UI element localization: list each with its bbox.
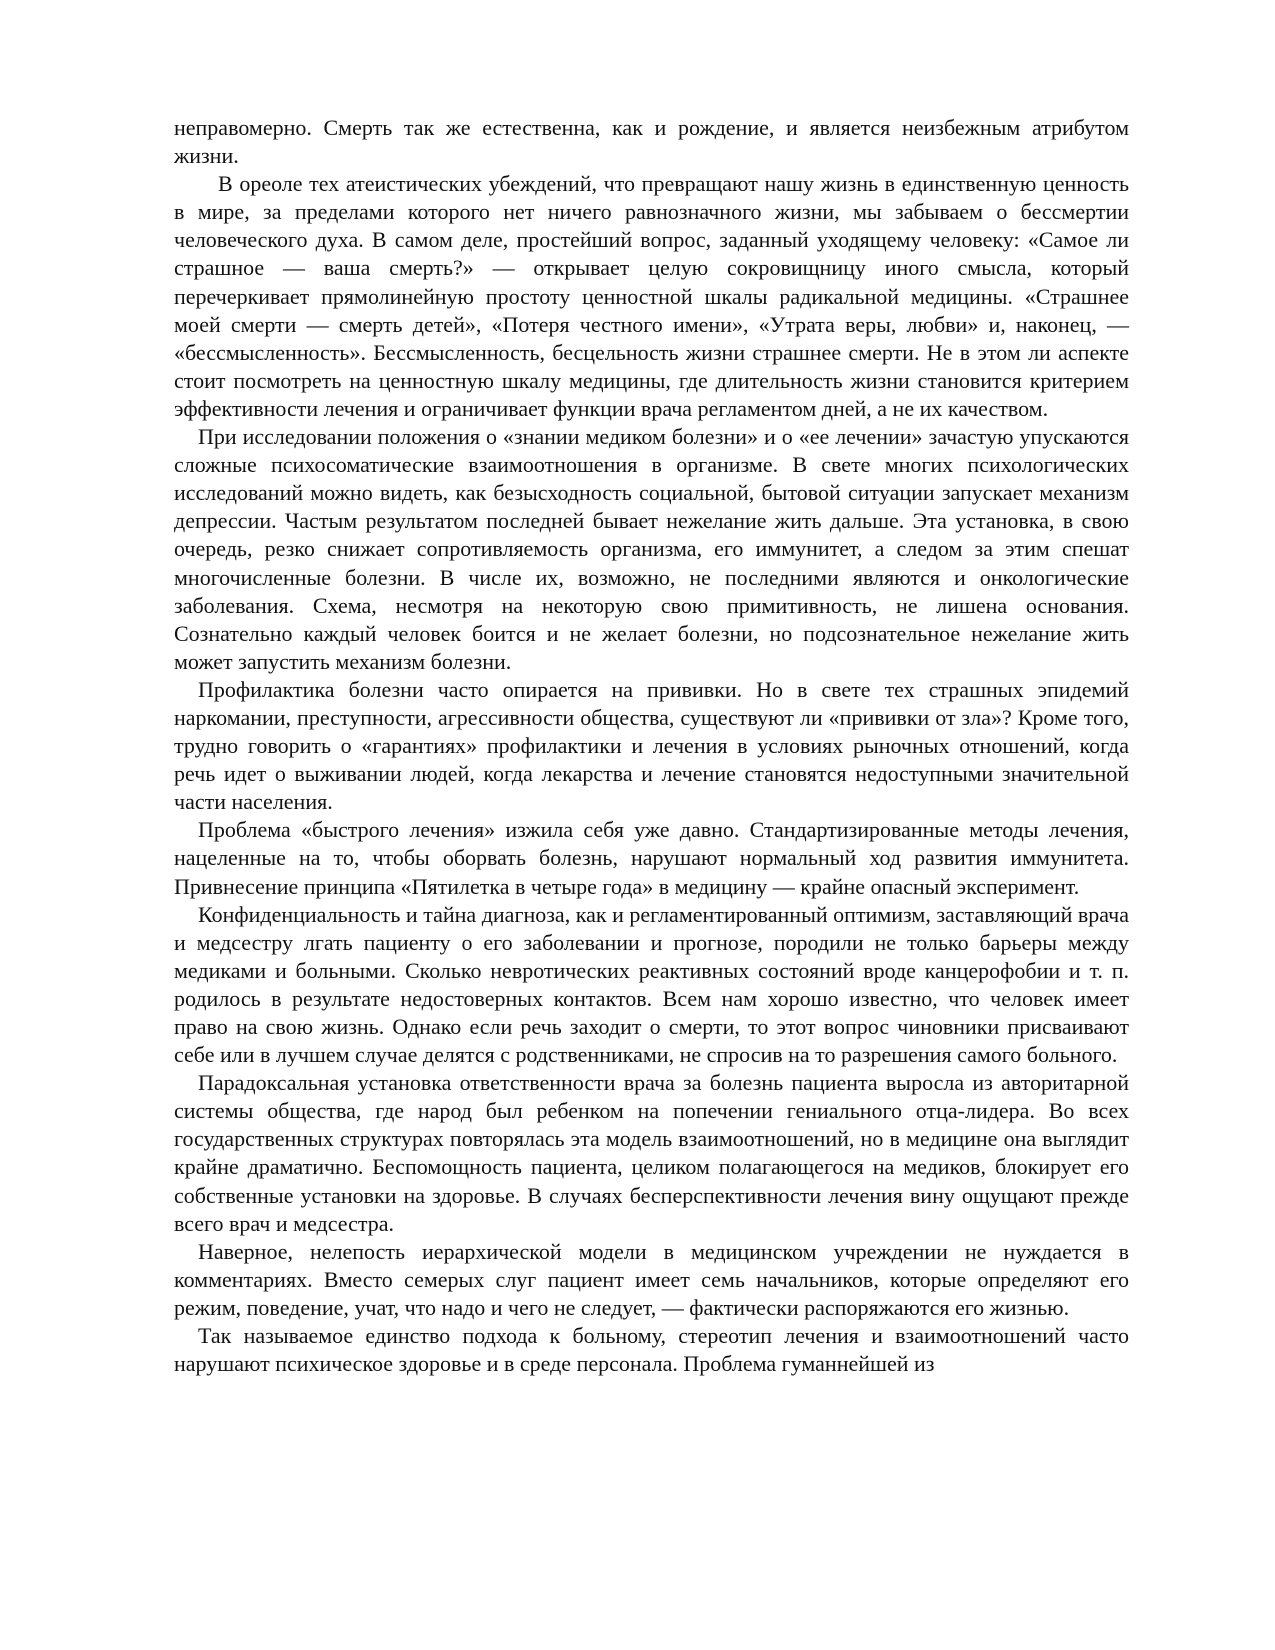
paragraph-continuation: неправомерно. Смерть так же естественна, как и рождение, и является неизбежным атрибутом жизни.: [174, 115, 1129, 169]
document-page: [174, 114, 1129, 1378]
paragraph-prophylaxis: Профилактика болезни часто опирается на прививки. Но в свете тех страшных эпидемий наркомании, преступности, агрессивности общества, существуют ли «прививки от зла»? Кроме того, трудно говорить о «гарантиях» профилактики и лечения в условиях рыночных отношений, когда речь идет о выживании людей, когда лекарства и лечение становятся недоступными значительной части населения.: [174, 676, 1129, 815]
paragraph-hierarchy: Наверное, нелепость иерархической модели в медицинском учреждении не нуждается в комментариях. Вместо семерых слуг пациент имеет семь начальников, которые определяют его режим, поведение, учат, что надо и чего не следует, — фактически распоряжаются его жизнью.: [174, 1238, 1129, 1320]
paragraph-atheistic-beliefs: В ореоле тех атеистических убеждений, что превращают нашу жизнь в единственную ценность в мире, за пределами которого нет ничего равнозначного жизни, мы забываем о бессмертии человеческого духа. В самом деле, простейший вопрос, заданный уходящему человеку: «Самое ли страшное — ваша смерть?» — открывает целую сокровищницу иного смысла, который перечеркивает прямолинейную простоту ценностной шкалы радикальной медицины. «Страшнее моей смерти — смерть детей», «Потеря честного имени», «Утрата веры, любви» и, наконец, — «бессмысленность». Бессмысленность, бесцельность жизни страшнее смерти. Не в этом ли аспекте стоит посмотреть на ценностную шкалу медицины, где длительность жизни становится критерием эффективности лечения и ограничивает функции врача регламентом дней, а не их качеством.: [174, 171, 1129, 421]
paragraph-fast-treatment: Проблема «быстрого лечения» изжила себя уже давно. Стандартизированные методы лечения, нацеленные на то, чтобы оборвать болезнь, нарушают нормальный ход развития иммунитета. Привнесение принципа «Пятилетка в четыре года» в медицину — крайне опасный эксперимент.: [174, 817, 1129, 899]
paragraph-psychosomatic: При исследовании положения о «знании медиком болезни» и о «ее лечении» зачастую упускаются сложные психосоматические взаимоотношения в организме. В свете многих психологических исследований можно видеть, как безысходность социальной, бытовой ситуации запускает механизм депрессии. Частым результатом последней бывает нежелание жить дальше. Эта установка, в свою очередь, резко снижает сопротивляемость организма, его иммунитет, а следом за этим спешат многочисленные болезни. В числе их, возможно, не последними являются и онкологические заболевания. Схема, несмотря на некоторую свою примитивность, не лишена основания. Сознательно каждый человек боится и не желает болезни, но подсознательное нежелание жить может запустить механизм болезни.: [174, 424, 1129, 674]
paragraph-responsibility: Парадоксальная установка ответственности врача за болезнь пациента выросла из авторитарной системы общества, где народ был ребенком на попечении гениального отца-лидера. Во всех государственных структурах повторялась эта модель взаимоотношений, но в медицине она выглядит крайне драматично. Беспомощность пациента, целиком полагающегося на медиков, блокирует его собственные установки на здоровье. В случаях бесперспективности лечения вину ощущают прежде всего врач и медсестра.: [174, 1070, 1129, 1236]
paragraph-unity-of-approach: Так называемое единство подхода к больному, стереотип лечения и взаимоотношений часто нарушают психическое здоровье и в среде персонала. Проблема гуманнейшей из: [174, 1323, 1129, 1377]
paragraph-confidentiality: Конфиденциальность и тайна диагноза, как и регламентированный оптимизм, заставляющий врача и медсестру лгать пациенту о его заболевании и прогнозе, породили не только барьеры между медиками и больными. Сколько невротических реактивных состояний вроде канцерофобии и т. п. родилось в результате недостоверных контактов. Всем нам хорошо известно, что человек имеет право на свою жизнь. Однако если речь заходит о смерти, то этот вопрос чиновники присваивают себе или в лучшем случае делятся с родственниками, не спросив на то разрешения самого больного.: [174, 901, 1129, 1068]
